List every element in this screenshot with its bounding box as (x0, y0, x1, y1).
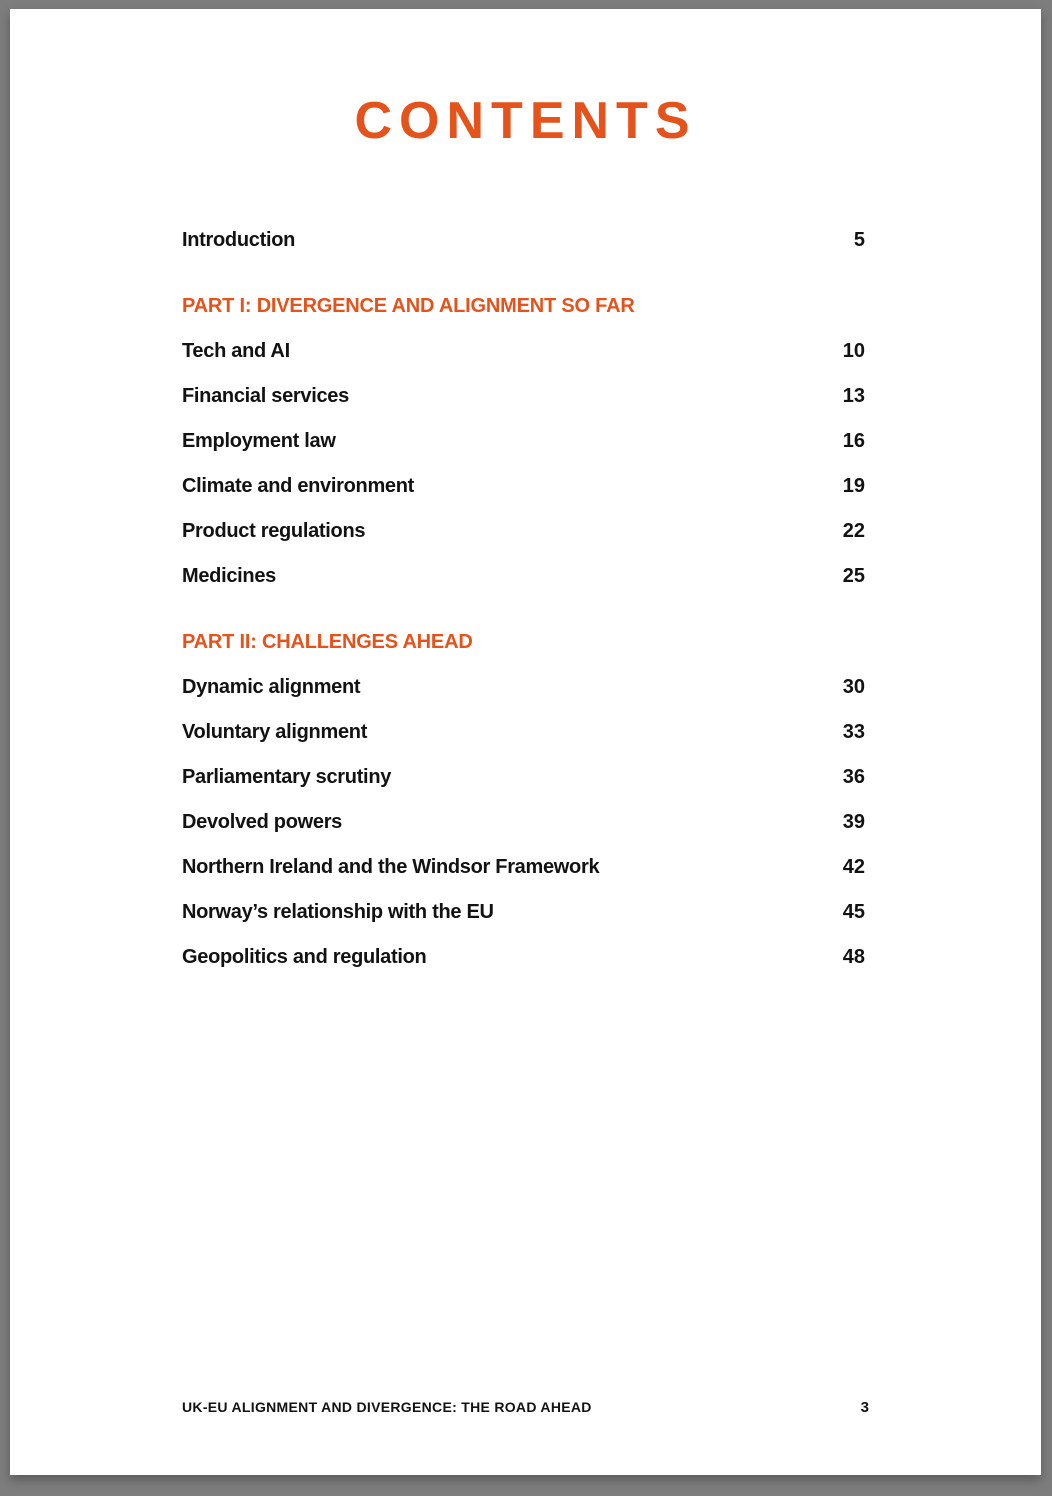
toc-entry-label: Financial services (182, 385, 349, 407)
toc-entry-label: Tech and AI (182, 340, 290, 362)
table-of-contents (10, 218, 1041, 980)
toc-entry-label: Northern Ireland and the Windsor Framework (182, 856, 600, 878)
toc-entry-page-number: 25 (842, 565, 865, 587)
toc-entry-label: Norway’s relationship with the EU (182, 901, 494, 923)
toc-entry-voluntary-alignment[interactable] (182, 710, 865, 755)
toc-entry-label: Voluntary alignment (182, 721, 368, 743)
toc-part1-heading-label: PART I: DIVERGENCE AND ALIGNMENT SO FAR (182, 295, 635, 317)
toc-entry-employment-law[interactable] (182, 419, 865, 464)
toc-entry-page-number: 16 (842, 430, 865, 452)
toc-entry-page-number: 5 (853, 229, 865, 251)
toc-entry-page-number: 39 (842, 811, 865, 833)
toc-entry-norways-relationship-with-the-eu[interactable] (182, 890, 865, 935)
toc-entry-label: Medicines (182, 565, 276, 587)
toc-entry-label: Employment law (182, 430, 336, 452)
toc-entry-dynamic-alignment[interactable] (182, 665, 865, 710)
toc-entry-northern-ireland-windsor-framework[interactable] (182, 845, 865, 890)
toc-entry-medicines[interactable] (182, 554, 865, 599)
toc-entry-page-number: 22 (842, 520, 865, 542)
toc-entry-devolved-powers[interactable] (182, 800, 865, 845)
page-footer (182, 1396, 869, 1418)
toc-entry-product-regulations[interactable] (182, 509, 865, 554)
toc-entry-label: Introduction (182, 229, 296, 251)
document-page (10, 9, 1041, 1475)
toc-entry-introduction[interactable] (182, 218, 865, 263)
toc-entry-label: Devolved powers (182, 811, 343, 833)
toc-entry-financial-services[interactable] (182, 374, 865, 419)
toc-entry-geopolitics-and-regulation[interactable] (182, 935, 865, 980)
toc-entry-page-number: 33 (842, 721, 865, 743)
toc-part2-heading (182, 620, 865, 665)
toc-entry-page-number: 48 (842, 946, 865, 968)
toc-entry-page-number: 36 (842, 766, 865, 788)
footer-report-title: UK-EU ALIGNMENT AND DIVERGENCE: THE ROAD AHEAD (182, 1399, 592, 1415)
toc-entry-page-number: 45 (842, 901, 865, 923)
toc-entry-page-number: 19 (842, 475, 865, 497)
toc-part1-heading (182, 284, 865, 329)
toc-entry-page-number: 13 (842, 385, 865, 407)
toc-entry-page-number: 30 (842, 676, 865, 698)
toc-entry-label: Dynamic alignment (182, 676, 361, 698)
toc-entry-label: Product regulations (182, 520, 366, 542)
toc-entry-label: Parliamentary scrutiny (182, 766, 392, 788)
toc-entry-label: Climate and environment (182, 475, 415, 497)
toc-entry-label: Geopolitics and regulation (182, 946, 427, 968)
toc-entry-tech-and-ai[interactable] (182, 329, 865, 374)
toc-part2-heading-label: PART II: CHALLENGES AHEAD (182, 631, 473, 653)
toc-entry-climate-and-environment[interactable] (182, 464, 865, 509)
toc-entry-page-number: 42 (842, 856, 865, 878)
toc-entry-page-number: 10 (842, 340, 865, 362)
page-title: CONTENTS (354, 92, 697, 150)
toc-entry-parliamentary-scrutiny[interactable] (182, 755, 865, 800)
footer-page-number: 3 (860, 1398, 869, 1416)
